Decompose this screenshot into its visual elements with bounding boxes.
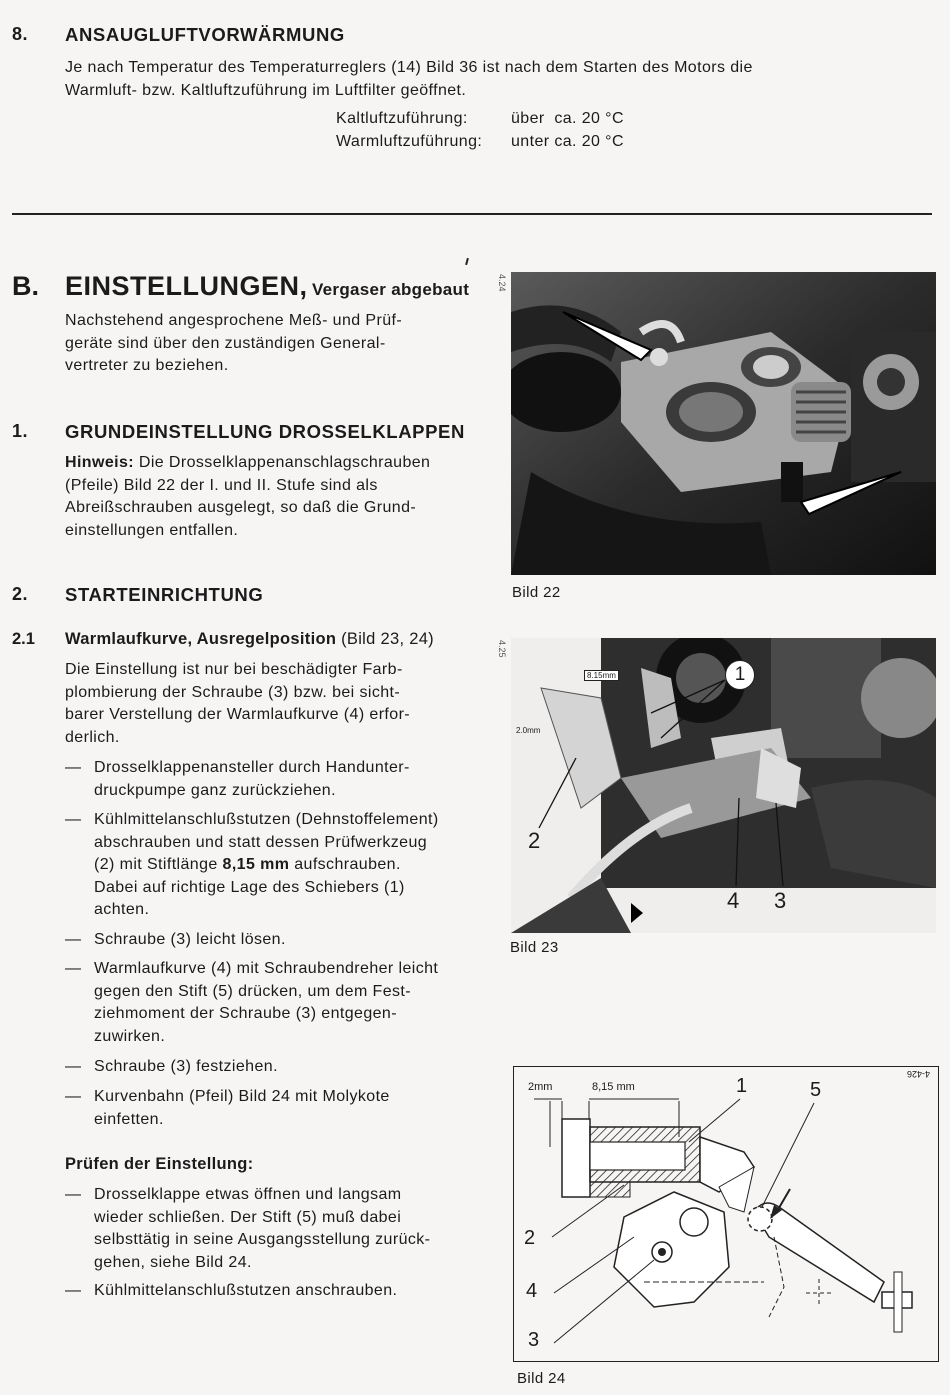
text-line: druckpumpe ganz zurückziehen. (94, 781, 336, 799)
text-line: barer Verstellung der Warmlaufkurve (4) erfor- (65, 706, 411, 723)
text-line: Warmlaufkurve (4) mit Schraubendreher leicht (94, 960, 439, 977)
list-item (65, 929, 505, 952)
section-divider (12, 213, 932, 215)
section-2-number: 2. (12, 584, 29, 604)
text-line: vertreter zu beziehen. (65, 357, 229, 374)
text-line: achten. (94, 901, 150, 918)
fig24-dim-2mm: 2mm (528, 1081, 553, 1093)
section-21-paragraph (65, 659, 495, 749)
bullet-dash: — (65, 759, 82, 776)
bullet-dash: — (65, 960, 82, 977)
text-line: zuwirken. (94, 1027, 166, 1045)
fig22-side-code: 4.24 (497, 274, 507, 292)
fig23-label-2: 2 (528, 828, 541, 853)
text-line: Drosselklappe etwas öffnen und langsam (94, 1186, 402, 1203)
text-span: aufschrauben. (289, 856, 401, 873)
text-line: plombierung der Schraube (3) bzw. bei sicht- (65, 683, 401, 701)
text-line: Schraube (3) leicht lösen. (94, 931, 286, 948)
row-value: unter ca. 20 °C (511, 132, 624, 150)
section-21-ref: (Bild 23, 24) (341, 630, 434, 648)
fig24-dim-815: 8,15 mm (592, 1081, 635, 1093)
figure-23-caption: Bild 23 (510, 939, 559, 956)
text-line (94, 854, 505, 877)
list-item (65, 809, 505, 922)
fig24-label-1: 1 (736, 1075, 748, 1097)
hint-label: Hinweis: (65, 454, 134, 471)
temperature-row (336, 131, 624, 154)
fig24-label-3: 3 (528, 1329, 540, 1351)
section-1-hint (65, 452, 495, 542)
carburetor-photo-illustration (511, 272, 936, 575)
section-b-title: EINSTELLUNGEN, (65, 271, 308, 301)
bullet-dash: — (65, 811, 82, 828)
list-item (65, 1184, 505, 1274)
figure-22-caption: Bild 22 (512, 584, 561, 601)
section-1-title: GRUNDEINSTELLUNG DROSSELKLAPPEN (65, 421, 465, 442)
section-b-paragraph (65, 310, 485, 378)
text-line (65, 452, 495, 475)
fig24-label-4: 4 (526, 1280, 538, 1302)
bullet-dash: — (65, 1088, 82, 1105)
figure-24-drawing (513, 1066, 939, 1362)
check-title: Prüfen der Einstellung: (65, 1155, 254, 1173)
text-line: Warmluft- bzw. Kaltluftzuführung im Luftfilter geöffnet. (65, 81, 467, 99)
figure-24-caption: Bild 24 (517, 1370, 566, 1387)
bullet-dash: — (65, 1282, 82, 1299)
fig23-label-3: 3 (774, 888, 787, 913)
pin-length: 8,15 mm (222, 856, 290, 873)
text-line: Abreißschrauben ausgelegt, so daß die Grund- (65, 499, 417, 516)
text-line: wieder schließen. Der Stift (5) muß dabei (94, 1208, 402, 1226)
list-item (65, 1056, 505, 1079)
fig23-dim-20: 2.0mm (516, 726, 541, 735)
bullet-dash: — (65, 1186, 82, 1203)
fig24-label-5: 5 (810, 1079, 822, 1101)
row-value: über ca. 20 °C (511, 110, 624, 127)
section-b-heading (65, 271, 469, 302)
text-line: Je nach Temperatur des Temperaturreglers (14) Bild 36 ist nach dem Starten des Motors die (65, 59, 753, 76)
text-line: Kurvenbahn (Pfeil) Bild 24 mit Molykote (94, 1088, 390, 1105)
text-line: einstellungen entfallen. (65, 521, 239, 539)
section-b-subtitle: Vergaser abgebaut (311, 280, 470, 299)
text-line: gegen den Stift (5) drücken, um dem Fest- (94, 982, 411, 1000)
list-item (65, 1086, 505, 1131)
text-line: abschrauben und statt dessen Prüfwerkzeug (94, 833, 428, 851)
print-mark (465, 258, 469, 265)
list-item (65, 1280, 505, 1303)
text-line: gehen, siehe Bild 24. (94, 1253, 252, 1271)
section-21-heading (65, 630, 434, 649)
temperature-row (336, 108, 624, 131)
figure-23-photo (511, 638, 936, 933)
text-line: Die Einstellung ist nur bei beschädigter Farb- (65, 661, 403, 678)
section-b-letter: B. (12, 271, 39, 301)
fig23-label-4: 4 (727, 888, 740, 913)
fig23-label-1: 1 (725, 660, 755, 690)
bullet-dash: — (65, 931, 82, 948)
row-label: Kaltluftzuführung: (336, 110, 468, 127)
section-8-title: ANSAUGLUFTVORWÄRMUNG (65, 24, 345, 45)
section-8-paragraph (65, 57, 885, 102)
text-span: (2) mit Stiftlänge (94, 856, 223, 873)
row-label: Warmluftzuführung: (336, 132, 483, 150)
text-line: Schraube (3) festziehen. (94, 1058, 278, 1075)
section-1-number: 1. (12, 421, 29, 441)
bullet-dash: — (65, 1058, 82, 1075)
fig24-label-2: 2 (524, 1227, 536, 1249)
text-line: Dabei auf richtige Lage des Schiebers (1) (94, 878, 405, 896)
fig23-dim-815: 8.15mm (584, 670, 619, 681)
text-line: einfetten. (94, 1110, 164, 1128)
text-line: ziehmoment der Schraube (3) entgegen- (94, 1005, 397, 1022)
list-item (65, 958, 505, 1048)
text-line: selbsttätig in seine Ausgangsstellung zurück- (94, 1231, 431, 1248)
text-line: Drosselklappenansteller durch Handunter- (94, 759, 410, 776)
fig24-technical-drawing (514, 1067, 938, 1361)
text-line: derlich. (65, 728, 120, 746)
text-line: Kühlmittelanschlußstutzen (Dehnstoffelement) (94, 811, 439, 828)
section-2-title: STARTEINRICHTUNG (65, 584, 264, 605)
fig23-side-code: 4.25 (497, 640, 507, 658)
section-21-title: Warmlaufkurve, Ausregelposition (65, 630, 337, 648)
text-line: Nachstehend angesprochene Meß- und Prüf- (65, 312, 403, 329)
temperature-table (336, 108, 624, 153)
text-line: geräte sind über den zuständigen General- (65, 334, 386, 352)
section-8-number: 8. (12, 24, 29, 44)
figure-22-photo (511, 272, 936, 575)
section-21-number: 2.1 (12, 630, 35, 648)
fig23-leader-lines (511, 638, 936, 933)
fig24-code: 4-426 (906, 1069, 930, 1079)
text-line: Kühlmittelanschlußstutzen anschrauben. (94, 1282, 398, 1299)
hint-text: Die Drosselklappenanschlagschrauben (138, 454, 431, 471)
list-item (65, 757, 505, 802)
text-line: (Pfeile) Bild 22 der I. und II. Stufe sind als (65, 476, 378, 494)
